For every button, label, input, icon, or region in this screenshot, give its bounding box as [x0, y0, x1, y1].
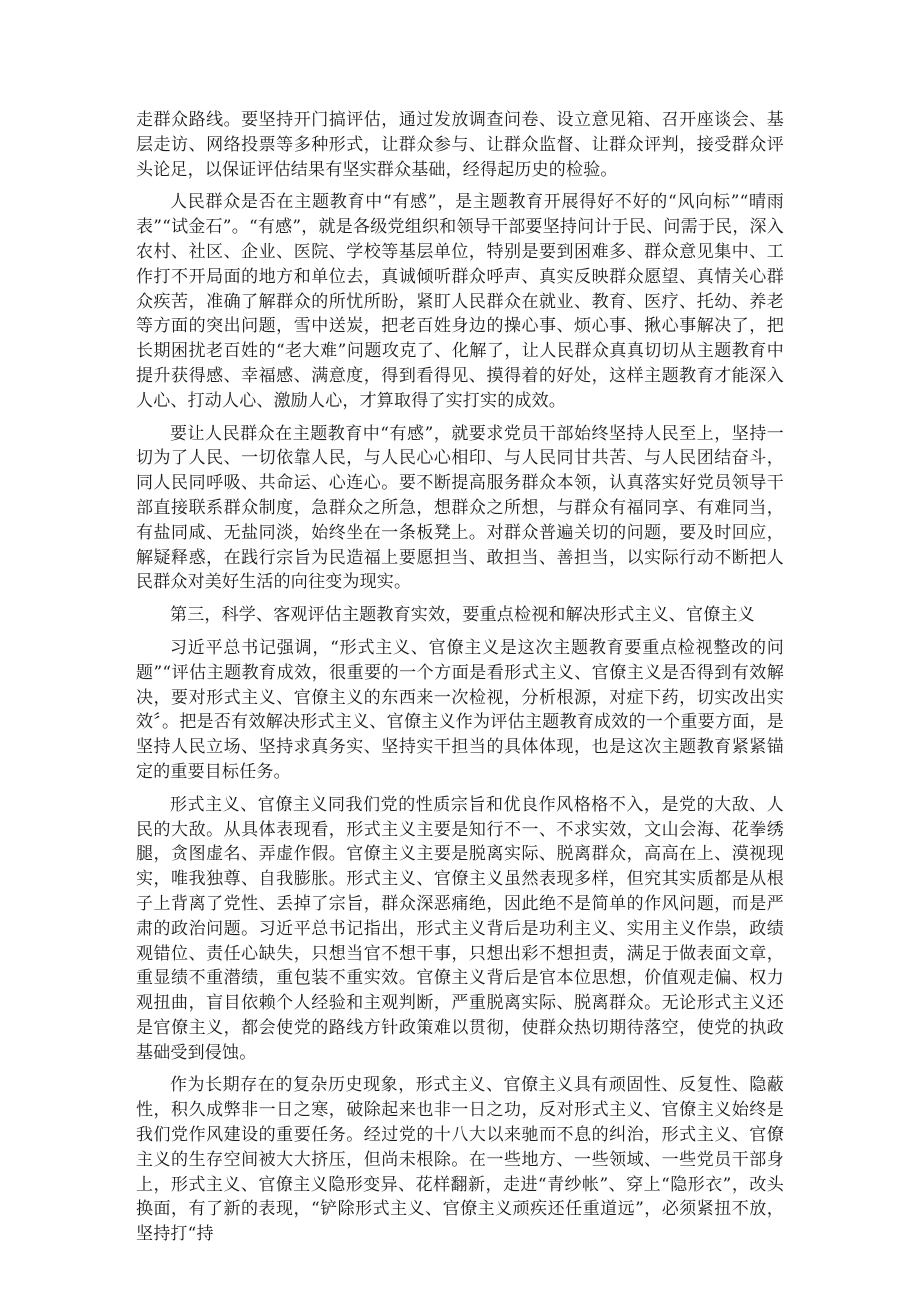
paragraph-formalism-history: 作为长期存在的复杂历史现象，形式主义、官僚主义具有顽固性、反复性、隐蔽性，积久成弊非一日之寒，破除起来也非一日之功，反对形式主义、官僚主义始终是我们党作风建设的重要任务。经过党的十八大以来驰而不息的纠治，形式主义、官僚主义的生存空间被大大挤压，但尚未根除。在一些地方、一些领域、一些党员干部身上，形式主义、官僚主义隐形变异、花样翻新，走进“青纱帐”、穿上“隐形衣”，改头换面，有了新的表现，“铲除形式主义、官僚主义顽疾还任重道远”，必须紧扭不放，坚持打“持	[136, 1075, 784, 1245]
paragraph-formalism-nature: 形式主义、官僚主义同我们党的性质宗旨和优良作风格格不入，是党的大敌、人民的大敌。从具体表现看，形式主义主要是知行不一、不求实效，文山会海、花拳绣腿，贪图虚名、弄虚作假。官僚主义主要是脱离实际、脱离群众，高高在上、漠视现实，唯我独尊、自我膨胀。形式主义、官僚主义虽然表现多样，但究其实质都是从根子上背离了党性、丢掉了宗旨，群众深恶痛绝，因此绝不是简单的作风问题，而是严肃的政治问题。习近平总书记指出，形式主义背后是功利主义、实用主义作祟，政绩观错位、责任心缺失，只想当官不想干事，只想出彩不想担责，满足于做表面文章，重显绩不重潜绩，重包装不重实效。官僚主义背后是官本位思想，价值观走偏、权力观扭曲，盲目依赖个人经验和主观判断，严重脱离实际、脱离群众。无论形式主义还是官僚主义，都会使党的路线方针政策难以贯彻，使群众热切期待落空，使党的执政基础受到侵蚀。	[136, 794, 784, 1063]
paragraph-xi-emphasis: 习近平总书记强调，“形式主义、官僚主义是这次主题教育要重点检视整改的问题”“评估主题教育成效，很重要的一个方面是看形式主义、官僚主义是否得到有效解决，要对形式主义、官僚主义的东西来一次检视，分析根源，对症下药，切实改出实效〞。把是否有效解决形式主义、官僚主义作为评估主题教育成效的一个重要方面，是坚持人民立场、坚持求真务实、坚持实干担当的具体体现，也是这次主题教育紧紧锚定的重要目标任务。	[136, 637, 784, 782]
paragraph-continuation: 走群众路线。要坚持开门搞评估，通过发放调查问卷、设立意见箱、召开座谈会、基层走访、网络投票等多种形式，让群众参与、让群众监督、让群众评判，接受群众评头论足，以保证评估结果有坚实群众基础，经得起历史的检验。	[136, 110, 784, 180]
paragraph-people-first: 要让人民群众在主题教育中“有感”，就要求党员干部始终坚持人民至上，坚持一切为了人民、一切依靠人民，与人民心心相印、与人民同甘共苦、与人民团结奋斗，同人民同呼吸、共命运、心连心。要不断提高服务群众本领，认真落实好党员领导干部直接联系群众制度，急群众之所急，想群众之所想，与群众有福同享、有难同当，有盐同咸、无盐同淡，始终坐在一条板凳上。对群众普遍关切的问题，要及时回应，解疑释惑，在践行宗旨为民造福上要愿担当、敢担当、善担当，以实际行动不断把人民群众对美好生活的向往变为现实。	[136, 423, 784, 593]
section-heading-third: 第三，科学、客观评估主题教育实效，要重点检视和解决形式主义、官僚主义	[170, 605, 755, 626]
document-body	[136, 108, 784, 1255]
paragraph-youGan-meaning: 人民群众是否在主题教育中“有感”，是主题教育开展得好不好的“风向标”“晴雨表”“试金石”。“有感”，就是各级党组织和领导干部要坚持问计于民、问需于民，深入农村、社区、企业、医院、学校等基层单位，特别是要到困难多、群众意见集中、工作打不开局面的地方和单位去，真诚倾听群众呼声、真实反映群众愿望、真情关心群众疾苦，准确了解群众的所忧所盼，紧盯人民群众在就业、教育、医疗、托幼、养老等方面的突出问题，雪中送炭，把老百姓身边的操心事、烦心事、揪心事解决了，把长期困扰老百姓的“老大难”问题攻克了、化解了，让人民群众真真切切从主题教育中提升获得感、幸福感、满意度，得到看得见、摸得着的好处，这样主题教育才能深入人心、打动人心、激励人心，才算取得了实打实的成效。	[136, 192, 784, 411]
